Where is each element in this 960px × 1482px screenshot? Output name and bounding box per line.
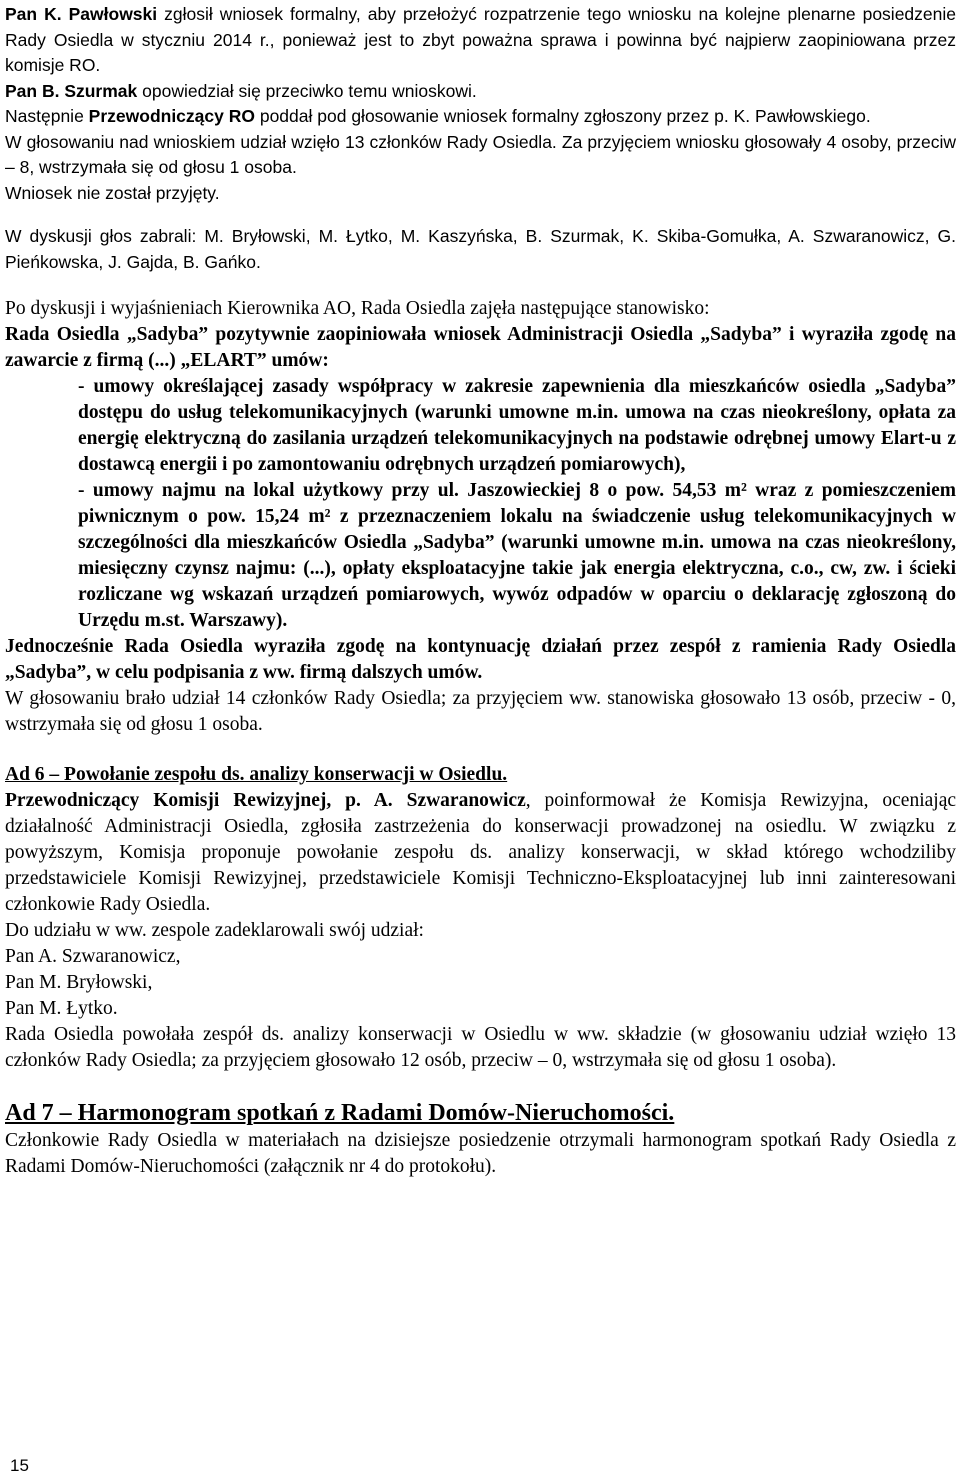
speaker-name: Przewodniczący Komisji Rewizyjnej, p. A. Szwaranowicz <box>5 790 526 811</box>
paragraph-continuation: Jednocześnie Rada Osiedla wyraziła zgodę na kontynuację działań przez zespół z ramienia Rady Osiedla „Sadyba”, w celu podpisania z ww. firmą dalszych umów. <box>5 636 956 683</box>
speaker-name: Pan B. Szurmak <box>5 80 138 101</box>
member-line: Pan M. Łytko. <box>5 998 118 1019</box>
heading-ad6: Ad 6 – Powołanie zespołu ds. analizy konserwacji w Osiedlu. <box>5 764 508 785</box>
paragraph-vote-call: Następnie Przewodniczący RO poddał pod głosowanie wniosek formalny zgłoszony przez p. K. Pawłowskiego. <box>5 106 871 126</box>
paragraph-discussants: W dyskusji głos zabrali: M. Bryłowski, M. Łytko, M. Kaszyńska, B. Szurmak, K. Skiba-Gomułka, A. Szwaranowicz, G. Pieńkowska, J. Gajda, B. Gańko. <box>5 226 956 272</box>
member-line: Pan A. Szwaranowicz, <box>5 946 181 967</box>
section-discussion <box>5 2 956 275</box>
list-item-agreement-2: - umowy najmu na lokal użytkowy przy ul. Jaszowieckiej 8 o pow. 54,53 m² wraz z pomieszczeniem piwnicznym o pow. 15,24 m² z przeznaczeniem lokalu na świadczenie usług telekomunikacyjnych w szczególności dla mieszkańców Osiedla „Sadyba” (warunki umowne m.in. umowa na czas nieokreślony, miesięczny czynsz najmu: (...), opłaty eksploatacyjne takie jak energia elektryczna, c.o., cw, zw. i ścieki rozliczane wg wskazań urządzeń pomiarowych, wywóz odpadów w oparciu o deklarację zgłoszoną do Urzędu m.st. Warszawy). <box>78 480 956 631</box>
speaker-name: Przewodniczący RO <box>88 106 255 126</box>
paragraph-opinion: Rada Osiedla „Sadyba” pozytywnie zaopiniowała wniosek Administracji Osiedla „Sadyba” i wyraziła zgodę na zawarcie z firmą (...) „ELART” umów: <box>5 324 956 371</box>
paragraph-team-appointed: Rada Osiedla powołała zespół ds. analizy konserwacji w Osiedlu w ww. składzie (w głosowaniu udział wzięło 13 członków Rady Osiedla; za przyjęciem głosowało 12 osób, przeciw – 0, wstrzymała się od głosu 1 osoba). <box>5 1024 956 1071</box>
paragraph-formal-motion: Pan K. Pawłowski zgłosił wniosek formalny, aby przełożyć rozpatrzenie tego wniosku na kolejne plenarne posiedzenie Rady Osiedla w styczniu 2014 r., ponieważ jest to zbyt poważna sprawa i powinna być najpierw zaopiniowana przez komisje RO. <box>5 4 956 75</box>
heading-ad7: Ad 7 – Harmonogram spotkań z Radami Domów-Nieruchomości. <box>5 1100 675 1126</box>
paragraph-vote-result: W głosowaniu nad wnioskiem udział wzięło 13 członków Rady Osiedla. Za przyjęciem wniosku głosowały 4 osoby, przeciw – 8, wstrzymała się od głosu 1 osoba. <box>5 131 956 177</box>
section-ad6 <box>5 762 956 1074</box>
paragraph-ad6: Przewodniczący Komisji Rewizyjnej, p. A. Szwaranowicz, poinformował że Komisja Rewizyjna, oceniając działalność Administracji Osiedla, zgłosiła zastrzeżenia do konserwacji prowadzonej na osiedlu. W związku z powyższym, Komisja proponuje powołanie zespołu ds. analizy konserwacji, w skład którego wchodziliby przedstawiciele Komisji Rewizyjnej, przedstawiciele Komisji Techniczno-Eksploatacyjnej lub inni zainteresowani członkowie Rady Osiedla. <box>5 790 956 915</box>
speaker-name: Pan K. Pawłowski <box>5 4 158 24</box>
page-number: 15 <box>10 1456 29 1475</box>
paragraph-motion-rejected: Wniosek nie został przyjęty. <box>5 182 220 203</box>
member-line: Pan M. Bryłowski, <box>5 972 153 993</box>
paragraph-objection: Pan B. Szurmak opowiedział się przeciwko temu wnioskowi. <box>5 80 477 101</box>
section-resolution <box>5 296 956 738</box>
paragraph-intro: Po dyskusji i wyjaśnieniach Kierownika AO, Rada Osiedla zajęła następujące stanowisko: <box>5 298 710 319</box>
paragraph-vote: W głosowaniu brało udział 14 członków Rady Osiedla; za przyjęciem ww. stanowiska głosowało 13 osób, przeciw - 0, wstrzymała się od głosu 1 osoba. <box>5 688 956 735</box>
section-ad7 <box>5 1098 956 1180</box>
paragraph-declared: Do udziału w ww. zespole zadeklarowali swój udział: <box>5 920 424 941</box>
list-item-agreement-1: - umowy określającej zasady współpracy w zakresie zapewnienia dla mieszkańców osiedla „Sadyba” dostępu do usług telekomunikacyjnych (warunki umowne m.in. umowa na czas nieokreślony, opłata za energię elektryczną do zasilania urządzeń telekomunikacyjnych na podstawie odrębnej umowy Elart-u z dostawcą energii i po zamontowaniu odrębnych urządzeń pomiarowych), <box>78 376 956 475</box>
paragraph-ad7: Członkowie Rady Osiedla w materiałach na dzisiejsze posiedzenie otrzymali harmonogram spotkań Rady Osiedla z Radami Domów-Nieruchomości (załącznik nr 4 do protokołu). <box>5 1130 956 1177</box>
